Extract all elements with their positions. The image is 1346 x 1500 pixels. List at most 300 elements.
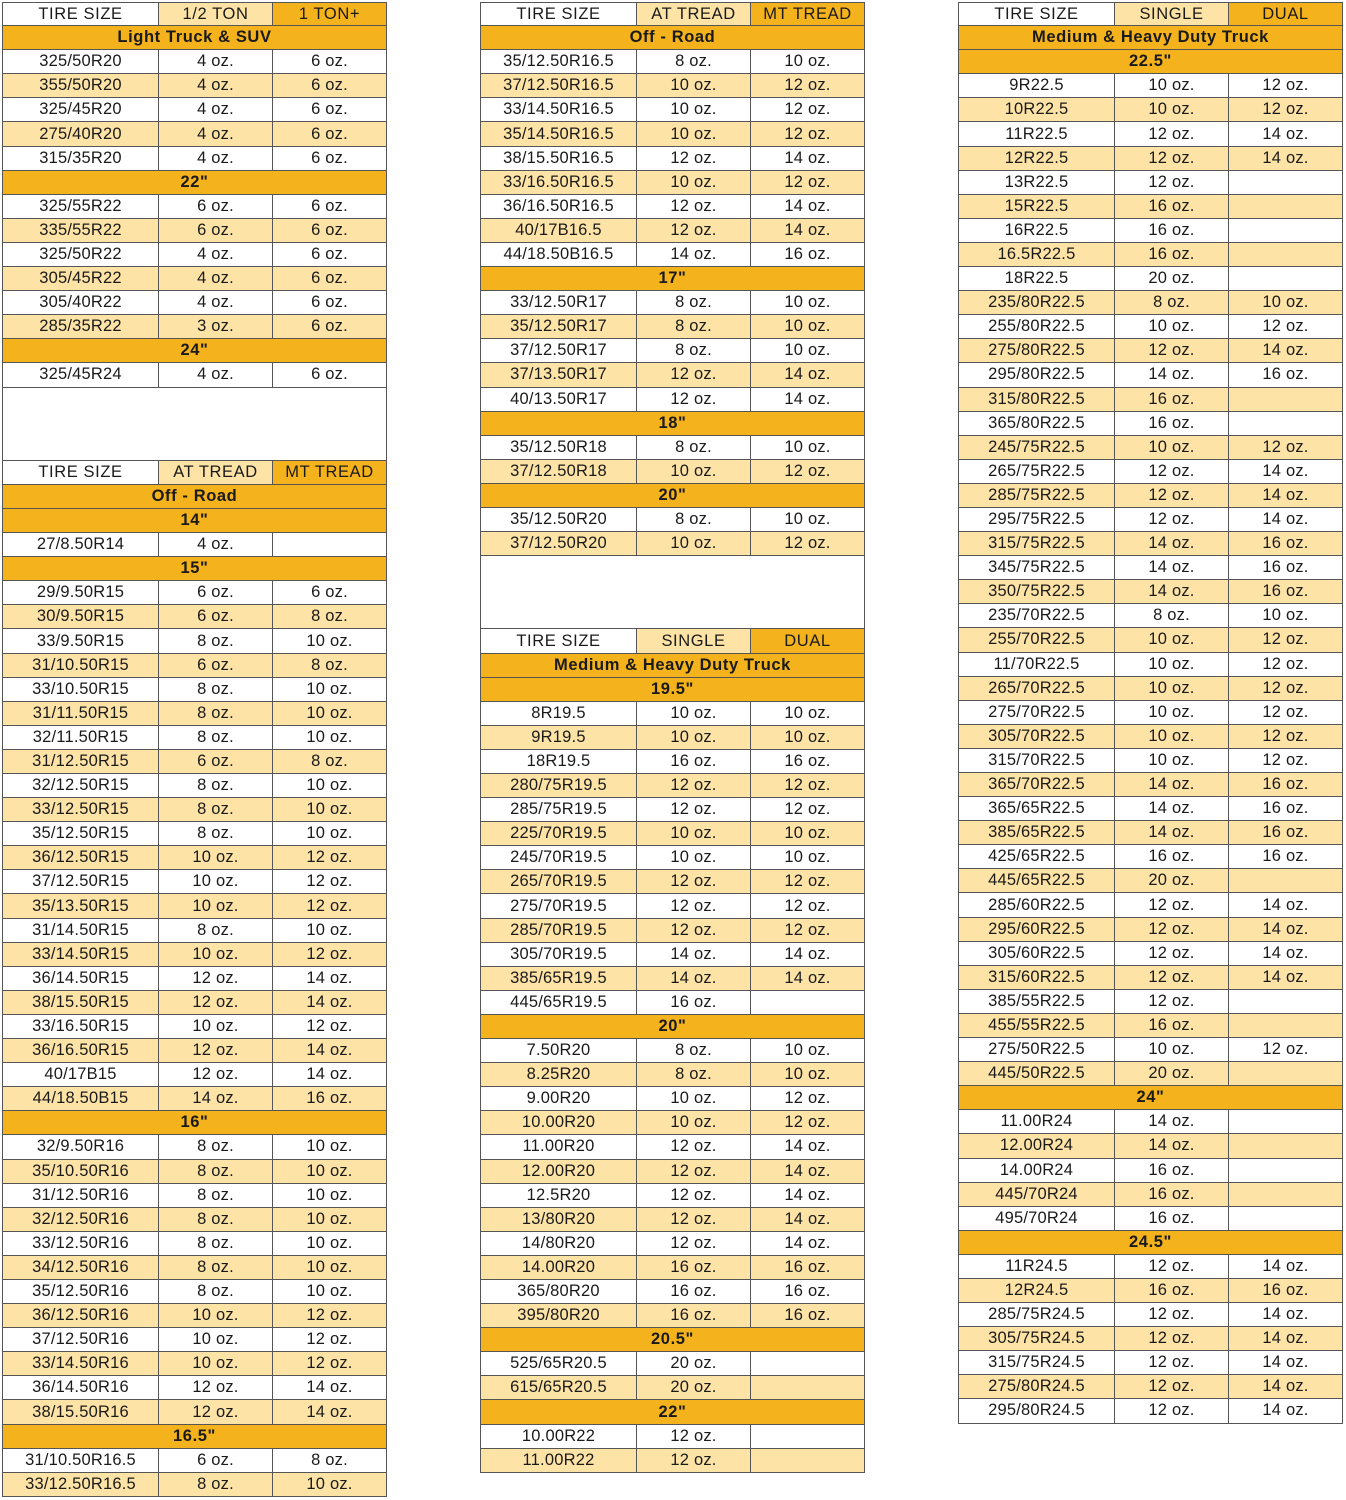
amount-cell: 8 oz. [158, 678, 272, 702]
col2-header: SINGLE [636, 629, 750, 653]
tire-size-cell: 31/12.50R15 [2, 750, 158, 774]
amount-cell: 20 oz. [636, 1376, 750, 1400]
amount-cell: 14 oz. [272, 967, 387, 991]
tire-size-cell: 285/60R22.5 [958, 893, 1114, 917]
amount-cell: 10 oz. [272, 798, 387, 822]
table-row [958, 918, 1343, 942]
tire-size-cell: 275/80R24.5 [958, 1375, 1114, 1399]
amount-cell: 8 oz. [272, 1449, 387, 1473]
table-row [958, 171, 1343, 195]
tire-size-cell: 275/70R22.5 [958, 701, 1114, 725]
tire-size-cell: 33/12.50R16 [2, 1232, 158, 1256]
amount-cell: 12 oz. [1114, 484, 1228, 508]
table-row [958, 1038, 1343, 1062]
col3-header: 1 TON+ [272, 3, 387, 26]
tire-size-cell: 31/14.50R15 [2, 919, 158, 943]
amount-cell: 14 oz. [1228, 1399, 1343, 1423]
amount-cell: 12 oz. [750, 74, 865, 98]
amount-cell: 12 oz. [750, 798, 865, 822]
table-row [958, 363, 1343, 387]
amount-cell: 12 oz. [272, 1352, 387, 1376]
amount-cell: 10 oz. [750, 726, 865, 750]
amount-cell: 12 oz. [1228, 98, 1343, 122]
tire-size-cell: 445/65R22.5 [958, 869, 1114, 893]
amount-cell [750, 1449, 865, 1473]
amount-cell: 14 oz. [1228, 1303, 1343, 1327]
table-row [2, 1232, 387, 1256]
amount-cell: 16 oz. [636, 1256, 750, 1280]
amount-cell: 14 oz. [1228, 122, 1343, 146]
table-row [480, 750, 865, 774]
table-row [958, 315, 1343, 339]
tire-size-cell: 37/12.50R18 [480, 460, 636, 484]
tire-size-cell: 36/12.50R16 [2, 1304, 158, 1328]
amount-cell: 10 oz. [158, 1304, 272, 1328]
amount-cell: 10 oz. [636, 74, 750, 98]
table-row [2, 1400, 387, 1424]
amount-cell: 12 oz. [272, 846, 387, 870]
tire-size-cell: 11.00R22 [480, 1449, 636, 1473]
amount-cell: 8 oz. [636, 508, 750, 532]
table-row [958, 1375, 1343, 1399]
tire-size-cell: 29/9.50R15 [2, 581, 158, 605]
tire-size-cell: 35/12.50R16.5 [480, 50, 636, 74]
tire-size-cell: 16.5R22.5 [958, 243, 1114, 267]
tire-size-cell: 12R24.5 [958, 1279, 1114, 1303]
table-row [958, 653, 1343, 677]
tire-size-cell: 525/65R20.5 [480, 1352, 636, 1376]
amount-cell: 14 oz. [1228, 893, 1343, 917]
amount-cell: 12 oz. [636, 147, 750, 171]
amount-cell: 10 oz. [272, 1232, 387, 1256]
section-band: 24" [2, 339, 387, 363]
amount-cell: 6 oz. [272, 98, 387, 122]
tire-size-cell: 33/10.50R15 [2, 678, 158, 702]
tire-size-cell: 36/12.50R15 [2, 846, 158, 870]
tire-size-cell: 35/12.50R17 [480, 315, 636, 339]
amount-cell: 8 oz. [158, 822, 272, 846]
amount-cell: 12 oz. [1114, 171, 1228, 195]
amount-cell: 12 oz. [1114, 339, 1228, 363]
table-row [480, 1304, 865, 1328]
tire-size-cell: 11.00R20 [480, 1135, 636, 1159]
amount-cell: 12 oz. [750, 98, 865, 122]
header-row [480, 2, 865, 26]
table-row [958, 990, 1343, 1014]
tire-size-cell: 33/14.50R15 [2, 943, 158, 967]
amount-cell: 8 oz. [158, 1184, 272, 1208]
amount-cell: 14 oz. [1228, 339, 1343, 363]
amount-cell: 10 oz. [750, 315, 865, 339]
amount-cell: 6 oz. [272, 267, 387, 291]
amount-cell: 12 oz. [158, 1039, 272, 1063]
amount-cell: 10 oz. [272, 1184, 387, 1208]
table-row [2, 919, 387, 943]
amount-cell: 12 oz. [636, 919, 750, 943]
amount-cell: 8 oz. [636, 315, 750, 339]
amount-cell [1228, 1183, 1343, 1207]
tire-size-cell: 365/65R22.5 [958, 797, 1114, 821]
amount-cell [1228, 219, 1343, 243]
amount-cell: 12 oz. [636, 1135, 750, 1159]
amount-cell: 14 oz. [272, 1400, 387, 1424]
table-row [480, 315, 865, 339]
table-row [958, 1062, 1343, 1086]
table-row [2, 1449, 387, 1473]
section-band: Medium & Heavy Duty Truck [480, 654, 865, 678]
amount-cell: 10 oz. [636, 1087, 750, 1111]
section-band: Light Truck & SUV [2, 26, 387, 50]
tire-size-cell: 335/55R22 [2, 219, 158, 243]
table-row [958, 508, 1343, 532]
tire-size-cell: 14.00R24 [958, 1159, 1114, 1183]
table-row [480, 74, 865, 98]
table-row [958, 1303, 1343, 1327]
tire-size-cell: 8R19.5 [480, 702, 636, 726]
table-row [958, 966, 1343, 990]
tire-size-cell: 38/15.50R16.5 [480, 147, 636, 171]
amount-cell: 12 oz. [272, 870, 387, 894]
tire-size-cell: 305/60R22.5 [958, 942, 1114, 966]
amount-cell: 10 oz. [272, 1208, 387, 1232]
amount-cell [1228, 243, 1343, 267]
tire-size-cell: 32/11.50R15 [2, 726, 158, 750]
amount-cell: 4 oz. [158, 98, 272, 122]
tire-size-cell: 315/70R22.5 [958, 749, 1114, 773]
table-row [480, 822, 865, 846]
amount-cell: 10 oz. [636, 98, 750, 122]
section-band: 20" [480, 1015, 865, 1039]
amount-cell: 10 oz. [272, 629, 387, 653]
table-row [2, 219, 387, 243]
amount-cell: 8 oz. [158, 1256, 272, 1280]
amount-cell: 6 oz. [272, 243, 387, 267]
tire-size-cell: 40/13.50R17 [480, 388, 636, 412]
amount-cell: 16 oz. [1114, 1183, 1228, 1207]
table-row [2, 267, 387, 291]
amount-cell: 16 oz. [1114, 412, 1228, 436]
amount-cell: 12 oz. [1228, 315, 1343, 339]
amount-cell: 10 oz. [158, 1328, 272, 1352]
tire-size-cell: 225/70R19.5 [480, 822, 636, 846]
amount-cell: 10 oz. [272, 1256, 387, 1280]
tire-size-cell: 32/9.50R16 [2, 1135, 158, 1159]
tire-size-cell: 9.00R20 [480, 1087, 636, 1111]
tire-size-cell: 33/12.50R16.5 [2, 1473, 158, 1497]
table-row [958, 243, 1343, 267]
table-row [480, 846, 865, 870]
table-row [480, 219, 865, 243]
amount-cell: 4 oz. [158, 533, 272, 557]
tire-size-cell: 325/50R20 [2, 50, 158, 74]
amount-cell: 12 oz. [1228, 436, 1343, 460]
table-row [2, 1376, 387, 1400]
tire-size-cell: 33/16.50R15 [2, 1015, 158, 1039]
table-row [958, 1255, 1343, 1279]
amount-cell: 14 oz. [1228, 508, 1343, 532]
amount-cell: 14 oz. [1228, 460, 1343, 484]
tire-size-cell: 33/9.50R15 [2, 629, 158, 653]
amount-cell: 12 oz. [1114, 966, 1228, 990]
table-row [958, 436, 1343, 460]
amount-cell: 12 oz. [1114, 1351, 1228, 1375]
amount-cell: 16 oz. [750, 750, 865, 774]
tire-size-cell: 275/70R19.5 [480, 894, 636, 918]
amount-cell: 8 oz. [158, 1473, 272, 1497]
table-row [958, 532, 1343, 556]
table-row [480, 339, 865, 363]
tire-size-cell: 31/12.50R16 [2, 1184, 158, 1208]
table-row [958, 1207, 1343, 1231]
amount-cell: 16 oz. [1228, 821, 1343, 845]
amount-cell: 4 oz. [158, 74, 272, 98]
amount-cell: 10 oz. [272, 702, 387, 726]
tire-size-header: TIRE SIZE [2, 3, 158, 26]
tire-size-cell: 31/10.50R16.5 [2, 1449, 158, 1473]
table-row [958, 219, 1343, 243]
amount-cell: 12 oz. [272, 1015, 387, 1039]
amount-cell: 16 oz. [750, 1256, 865, 1280]
amount-cell: 12 oz. [1114, 942, 1228, 966]
amount-cell: 16 oz. [636, 1280, 750, 1304]
amount-cell [1228, 412, 1343, 436]
amount-cell: 8 oz. [636, 50, 750, 74]
tire-size-cell: 11/70R22.5 [958, 653, 1114, 677]
amount-cell: 10 oz. [750, 508, 865, 532]
amount-cell: 14 oz. [750, 219, 865, 243]
amount-cell: 12 oz. [750, 171, 865, 195]
table-row [2, 678, 387, 702]
amount-cell: 14 oz. [636, 243, 750, 267]
table-row [958, 604, 1343, 628]
amount-cell [1228, 171, 1343, 195]
amount-cell: 10 oz. [1228, 604, 1343, 628]
table-row [480, 508, 865, 532]
table-row [480, 967, 865, 991]
tire-size-cell: 37/12.50R20 [480, 532, 636, 556]
amount-cell: 10 oz. [1114, 725, 1228, 749]
tire-size-cell: 305/45R22 [2, 267, 158, 291]
tire-size-cell: 425/65R22.5 [958, 845, 1114, 869]
amount-cell: 12 oz. [750, 1111, 865, 1135]
table-row [958, 1279, 1343, 1303]
tire-size-cell: 285/75R24.5 [958, 1303, 1114, 1327]
table-row [480, 1135, 865, 1159]
tire-size-cell: 10.00R22 [480, 1425, 636, 1449]
table-row [480, 171, 865, 195]
table-row [958, 1110, 1343, 1134]
table-right [958, 2, 1343, 1424]
table-row [480, 1232, 865, 1256]
tire-size-cell: 11R24.5 [958, 1255, 1114, 1279]
amount-cell: 14 oz. [1114, 532, 1228, 556]
tire-size-cell: 35/13.50R15 [2, 894, 158, 918]
tire-size-cell: 255/80R22.5 [958, 315, 1114, 339]
amount-cell: 3 oz. [158, 315, 272, 339]
amount-cell: 12 oz. [750, 870, 865, 894]
tire-size-cell: 12.00R20 [480, 1160, 636, 1184]
table-row [958, 291, 1343, 315]
amount-cell: 12 oz. [636, 219, 750, 243]
amount-cell: 8 oz. [636, 291, 750, 315]
tire-size-cell: 38/15.50R15 [2, 991, 158, 1015]
amount-cell: 14 oz. [1114, 797, 1228, 821]
amount-cell: 6 oz. [272, 50, 387, 74]
table-row [2, 1352, 387, 1376]
amount-cell: 14 oz. [1228, 942, 1343, 966]
table-row [480, 1280, 865, 1304]
amount-cell: 10 oz. [750, 50, 865, 74]
table-row [958, 893, 1343, 917]
col3-header: DUAL [750, 629, 865, 653]
amount-cell: 6 oz. [272, 195, 387, 219]
table-row [2, 991, 387, 1015]
amount-cell: 12 oz. [1114, 147, 1228, 171]
tire-size-cell: 40/17B16.5 [480, 219, 636, 243]
amount-cell: 10 oz. [750, 436, 865, 460]
amount-cell: 12 oz. [750, 894, 865, 918]
amount-cell: 4 oz. [158, 147, 272, 171]
amount-cell: 12 oz. [1114, 1255, 1228, 1279]
amount-cell: 14 oz. [1114, 580, 1228, 604]
tire-size-cell: 295/80R22.5 [958, 363, 1114, 387]
section-band: Medium & Heavy Duty Truck [958, 26, 1343, 50]
amount-cell: 16 oz. [1228, 773, 1343, 797]
table-row [480, 460, 865, 484]
amount-cell: 14 oz. [1228, 1327, 1343, 1351]
amount-cell: 10 oz. [272, 919, 387, 943]
table-row [480, 1376, 865, 1400]
amount-cell [750, 1376, 865, 1400]
amount-cell: 14 oz. [750, 1208, 865, 1232]
tire-size-cell: 35/12.50R16 [2, 1280, 158, 1304]
table-row [480, 243, 865, 267]
tire-size-cell: 37/12.50R16.5 [480, 74, 636, 98]
amount-cell: 12 oz. [750, 774, 865, 798]
amount-cell: 14 oz. [1228, 1375, 1343, 1399]
table-row [2, 726, 387, 750]
tire-size-cell: 37/12.50R16 [2, 1328, 158, 1352]
amount-cell: 10 oz. [750, 291, 865, 315]
amount-cell: 10 oz. [1114, 677, 1228, 701]
amount-cell: 6 oz. [158, 219, 272, 243]
table-row [2, 1304, 387, 1328]
amount-cell: 10 oz. [158, 943, 272, 967]
table-row [480, 50, 865, 74]
table-row [958, 773, 1343, 797]
amount-cell: 10 oz. [636, 122, 750, 146]
section-band: 14" [2, 509, 387, 533]
amount-cell: 12 oz. [1114, 1375, 1228, 1399]
tire-size-cell: 44/18.50B16.5 [480, 243, 636, 267]
amount-cell: 6 oz. [158, 1449, 272, 1473]
tire-size-cell: 385/65R22.5 [958, 821, 1114, 845]
amount-cell: 12 oz. [158, 991, 272, 1015]
tire-size-cell: 445/50R22.5 [958, 1062, 1114, 1086]
amount-cell: 8 oz. [158, 702, 272, 726]
amount-cell [272, 533, 387, 557]
table-row [958, 1399, 1343, 1423]
amount-cell: 4 oz. [158, 122, 272, 146]
table-row [958, 701, 1343, 725]
amount-cell: 4 oz. [158, 243, 272, 267]
tire-size-cell: 11R22.5 [958, 122, 1114, 146]
tire-size-cell: 10.00R20 [480, 1111, 636, 1135]
tire-size-cell: 33/14.50R16.5 [480, 98, 636, 122]
table-row [480, 1063, 865, 1087]
amount-cell: 14 oz. [750, 1184, 865, 1208]
amount-cell: 8 oz. [158, 919, 272, 943]
table-row [480, 98, 865, 122]
section-band: 22.5" [958, 50, 1343, 74]
amount-cell: 20 oz. [1114, 869, 1228, 893]
tire-size-cell: 315/75R22.5 [958, 532, 1114, 556]
tire-size-cell: 32/12.50R15 [2, 774, 158, 798]
amount-cell: 14 oz. [1228, 966, 1343, 990]
table-row [480, 1256, 865, 1280]
amount-cell: 10 oz. [636, 1111, 750, 1135]
amount-cell: 14 oz. [1114, 363, 1228, 387]
tire-size-cell: 16R22.5 [958, 219, 1114, 243]
amount-cell: 14 oz. [1114, 556, 1228, 580]
table-row [2, 1256, 387, 1280]
table-row [2, 774, 387, 798]
amount-cell: 12 oz. [272, 943, 387, 967]
tire-size-cell: 33/14.50R16 [2, 1352, 158, 1376]
amount-cell: 12 oz. [158, 1063, 272, 1087]
tire-size-cell: 38/15.50R16 [2, 1400, 158, 1424]
amount-cell: 8 oz. [272, 654, 387, 678]
amount-cell: 14 oz. [1114, 1134, 1228, 1158]
tire-size-cell: 37/13.50R17 [480, 363, 636, 387]
amount-cell: 12 oz. [636, 388, 750, 412]
tire-size-cell: 8.25R20 [480, 1063, 636, 1087]
amount-cell: 12 oz. [1228, 701, 1343, 725]
tire-size-cell: 9R19.5 [480, 726, 636, 750]
table-row [480, 943, 865, 967]
tire-size-cell: 235/70R22.5 [958, 604, 1114, 628]
table-row [2, 1328, 387, 1352]
table-row [480, 798, 865, 822]
section-band: 15" [2, 557, 387, 581]
amount-cell [1228, 869, 1343, 893]
table-row [958, 122, 1343, 146]
table-row [480, 894, 865, 918]
amount-cell: 10 oz. [1114, 749, 1228, 773]
table-row [480, 122, 865, 146]
table-row [958, 749, 1343, 773]
amount-cell: 14 oz. [158, 1087, 272, 1111]
amount-cell: 10 oz. [1114, 628, 1228, 652]
tire-size-cell: 37/12.50R17 [480, 339, 636, 363]
tire-size-cell: 35/12.50R18 [480, 436, 636, 460]
table-row [480, 726, 865, 750]
amount-cell: 10 oz. [158, 870, 272, 894]
tire-size-cell: 12R22.5 [958, 147, 1114, 171]
amount-cell: 14 oz. [1228, 1255, 1343, 1279]
table-row [958, 1014, 1343, 1038]
amount-cell: 14 oz. [636, 943, 750, 967]
tire-size-cell: 455/55R22.5 [958, 1014, 1114, 1038]
amount-cell: 10 oz. [636, 171, 750, 195]
tire-size-cell: 27/8.50R14 [2, 533, 158, 557]
amount-cell: 10 oz. [272, 822, 387, 846]
amount-cell: 10 oz. [750, 846, 865, 870]
tire-size-cell: 36/14.50R15 [2, 967, 158, 991]
amount-cell: 8 oz. [158, 774, 272, 798]
amount-cell: 12 oz. [1114, 122, 1228, 146]
amount-cell [1228, 1014, 1343, 1038]
